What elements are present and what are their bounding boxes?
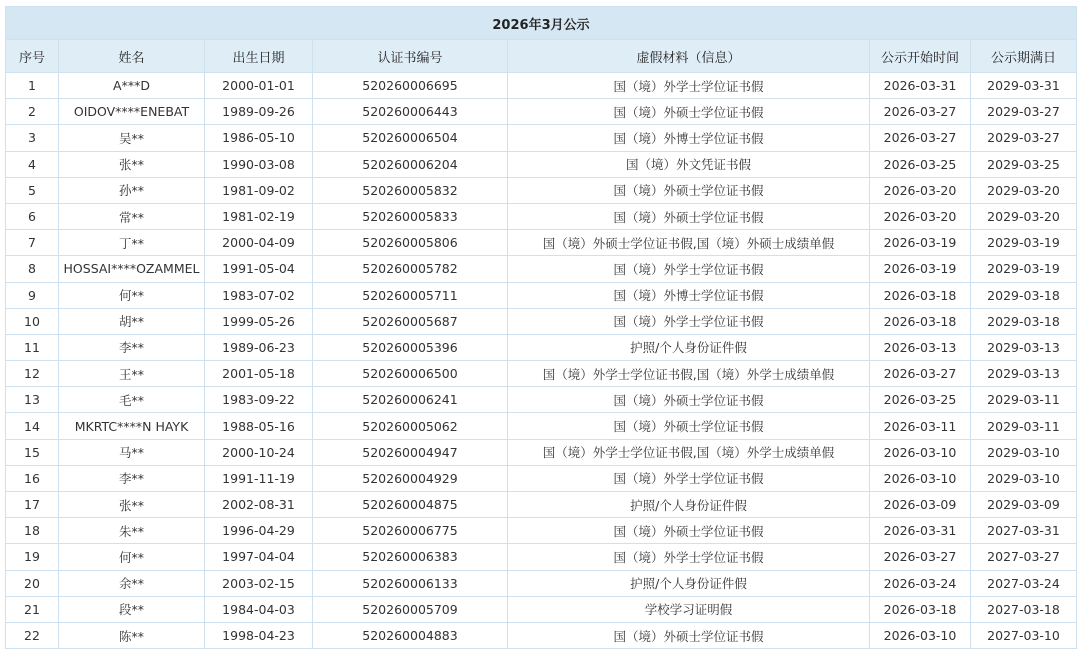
header-index: 序号	[6, 40, 59, 73]
cell-name: 常**	[59, 203, 205, 229]
cell-certificate-number: 520260006775	[313, 518, 508, 544]
cell-name: 陈**	[59, 622, 205, 648]
cell-publicity-start: 2026-03-18	[870, 282, 971, 308]
cell-publicity-end: 2029-03-11	[971, 387, 1077, 413]
cell-publicity-end: 2029-03-10	[971, 465, 1077, 491]
cell-birth-date: 1986-05-10	[205, 125, 313, 151]
cell-publicity-start: 2026-03-27	[870, 99, 971, 125]
cell-index: 12	[6, 361, 59, 387]
cell-certificate-number: 520260006204	[313, 151, 508, 177]
table-row	[6, 596, 1077, 622]
cell-publicity-end: 2029-03-13	[971, 334, 1077, 360]
table-row	[6, 230, 1077, 256]
cell-false-material: 国（境）外博士学位证书假	[508, 282, 870, 308]
cell-false-material: 国（境）外博士学位证书假	[508, 125, 870, 151]
table-row	[6, 622, 1077, 648]
cell-birth-date: 2000-04-09	[205, 230, 313, 256]
cell-name: 朱**	[59, 518, 205, 544]
cell-birth-date: 1997-04-04	[205, 544, 313, 570]
cell-publicity-start: 2026-03-10	[870, 439, 971, 465]
cell-certificate-number: 520260004947	[313, 439, 508, 465]
cell-false-material: 国（境）外学士学位证书假	[508, 544, 870, 570]
cell-index: 6	[6, 203, 59, 229]
cell-false-material: 国（境）外学士学位证书假	[508, 73, 870, 99]
cell-birth-date: 1991-11-19	[205, 465, 313, 491]
cell-publicity-start: 2026-03-27	[870, 361, 971, 387]
cell-certificate-number: 520260004929	[313, 465, 508, 491]
header-name: 姓名	[59, 40, 205, 73]
cell-false-material: 国（境）外硕士学位证书假	[508, 203, 870, 229]
cell-name: 张**	[59, 151, 205, 177]
cell-name: 孙**	[59, 177, 205, 203]
cell-certificate-number: 520260005833	[313, 203, 508, 229]
cell-publicity-start: 2026-03-19	[870, 230, 971, 256]
cell-publicity-start: 2026-03-25	[870, 387, 971, 413]
table-row	[6, 570, 1077, 596]
announcement-table	[5, 6, 1077, 649]
cell-name: HOSSAI****OZAMMEL	[59, 256, 205, 282]
cell-certificate-number: 520260004883	[313, 622, 508, 648]
cell-false-material: 国（境）外学士学位证书假,国（境）外学士成绩单假	[508, 361, 870, 387]
table-row	[6, 465, 1077, 491]
table-row	[6, 334, 1077, 360]
cell-name: 余**	[59, 570, 205, 596]
cell-certificate-number: 520260006133	[313, 570, 508, 596]
cell-publicity-end: 2029-03-10	[971, 439, 1077, 465]
table-row	[6, 387, 1077, 413]
cell-false-material: 国（境）外硕士学位证书假	[508, 518, 870, 544]
cell-name: 王**	[59, 361, 205, 387]
cell-birth-date: 1981-02-19	[205, 203, 313, 229]
cell-index: 19	[6, 544, 59, 570]
cell-name: MKRTC****N HAYK	[59, 413, 205, 439]
cell-index: 21	[6, 596, 59, 622]
cell-publicity-start: 2026-03-19	[870, 256, 971, 282]
cell-publicity-end: 2027-03-27	[971, 544, 1077, 570]
cell-birth-date: 2000-10-24	[205, 439, 313, 465]
cell-name: 毛**	[59, 387, 205, 413]
cell-publicity-start: 2026-03-09	[870, 492, 971, 518]
table-row	[6, 73, 1077, 99]
cell-publicity-end: 2027-03-10	[971, 622, 1077, 648]
table-row	[6, 203, 1077, 229]
cell-publicity-start: 2026-03-25	[870, 151, 971, 177]
table-body	[6, 73, 1077, 649]
cell-birth-date: 1999-05-26	[205, 308, 313, 334]
header-publicity-end: 公示期满日	[971, 40, 1077, 73]
cell-certificate-number: 520260005711	[313, 282, 508, 308]
cell-index: 18	[6, 518, 59, 544]
cell-false-material: 国（境）外学士学位证书假	[508, 465, 870, 491]
cell-publicity-start: 2026-03-13	[870, 334, 971, 360]
table-title: 2026年3月公示	[6, 7, 1077, 40]
cell-index: 22	[6, 622, 59, 648]
table-row	[6, 125, 1077, 151]
cell-birth-date: 1998-04-23	[205, 622, 313, 648]
cell-index: 8	[6, 256, 59, 282]
cell-name: 胡**	[59, 308, 205, 334]
cell-publicity-end: 2027-03-24	[971, 570, 1077, 596]
table-title-row	[6, 7, 1077, 40]
header-birth-date: 出生日期	[205, 40, 313, 73]
cell-certificate-number: 520260005782	[313, 256, 508, 282]
table-row	[6, 99, 1077, 125]
cell-index: 5	[6, 177, 59, 203]
header-certificate-number: 认证书编号	[313, 40, 508, 73]
cell-index: 15	[6, 439, 59, 465]
cell-publicity-start: 2026-03-18	[870, 596, 971, 622]
cell-name: 李**	[59, 334, 205, 360]
table-row	[6, 177, 1077, 203]
cell-birth-date: 1983-07-02	[205, 282, 313, 308]
table-row	[6, 439, 1077, 465]
cell-name: 丁**	[59, 230, 205, 256]
cell-name: 张**	[59, 492, 205, 518]
header-false-material: 虚假材料（信息）	[508, 40, 870, 73]
cell-certificate-number: 520260004875	[313, 492, 508, 518]
cell-publicity-end: 2029-03-19	[971, 256, 1077, 282]
cell-certificate-number: 520260005832	[313, 177, 508, 203]
cell-publicity-start: 2026-03-10	[870, 622, 971, 648]
cell-certificate-number: 520260006241	[313, 387, 508, 413]
table-row	[6, 256, 1077, 282]
cell-birth-date: 1991-05-04	[205, 256, 313, 282]
cell-publicity-end: 2029-03-20	[971, 203, 1077, 229]
cell-publicity-end: 2029-03-27	[971, 99, 1077, 125]
cell-false-material: 国（境）外硕士学位证书假	[508, 99, 870, 125]
cell-index: 3	[6, 125, 59, 151]
cell-certificate-number: 520260006500	[313, 361, 508, 387]
table-header-row	[6, 40, 1077, 73]
cell-false-material: 国（境）外学士学位证书假	[508, 308, 870, 334]
cell-birth-date: 1981-09-02	[205, 177, 313, 203]
cell-name: 李**	[59, 465, 205, 491]
cell-certificate-number: 520260005709	[313, 596, 508, 622]
cell-birth-date: 2001-05-18	[205, 361, 313, 387]
cell-index: 2	[6, 99, 59, 125]
cell-false-material: 学校学习证明假	[508, 596, 870, 622]
cell-false-material: 国（境）外文凭证书假	[508, 151, 870, 177]
cell-publicity-end: 2029-03-18	[971, 308, 1077, 334]
cell-false-material: 护照/个人身份证件假	[508, 492, 870, 518]
cell-publicity-end: 2029-03-27	[971, 125, 1077, 151]
cell-false-material: 国（境）外硕士学位证书假	[508, 413, 870, 439]
cell-certificate-number: 520260006383	[313, 544, 508, 570]
cell-certificate-number: 520260005806	[313, 230, 508, 256]
cell-index: 13	[6, 387, 59, 413]
cell-index: 10	[6, 308, 59, 334]
table-row	[6, 282, 1077, 308]
table-row	[6, 544, 1077, 570]
cell-index: 14	[6, 413, 59, 439]
cell-publicity-start: 2026-03-24	[870, 570, 971, 596]
cell-publicity-end: 2029-03-31	[971, 73, 1077, 99]
table-row	[6, 308, 1077, 334]
cell-birth-date: 1990-03-08	[205, 151, 313, 177]
cell-false-material: 国（境）外硕士学位证书假	[508, 387, 870, 413]
cell-birth-date: 1984-04-03	[205, 596, 313, 622]
cell-index: 7	[6, 230, 59, 256]
cell-publicity-start: 2026-03-10	[870, 465, 971, 491]
cell-certificate-number: 520260006504	[313, 125, 508, 151]
cell-index: 11	[6, 334, 59, 360]
cell-certificate-number: 520260005687	[313, 308, 508, 334]
cell-false-material: 护照/个人身份证件假	[508, 570, 870, 596]
cell-publicity-end: 2029-03-20	[971, 177, 1077, 203]
cell-index: 16	[6, 465, 59, 491]
cell-birth-date: 2000-01-01	[205, 73, 313, 99]
cell-birth-date: 1983-09-22	[205, 387, 313, 413]
cell-publicity-end: 2029-03-13	[971, 361, 1077, 387]
cell-birth-date: 1996-04-29	[205, 518, 313, 544]
cell-name: 马**	[59, 439, 205, 465]
cell-birth-date: 1989-09-26	[205, 99, 313, 125]
cell-publicity-end: 2029-03-09	[971, 492, 1077, 518]
cell-false-material: 国（境）外硕士学位证书假,国（境）外硕士成绩单假	[508, 230, 870, 256]
cell-publicity-start: 2026-03-27	[870, 125, 971, 151]
header-publicity-start: 公示开始时间	[870, 40, 971, 73]
cell-index: 17	[6, 492, 59, 518]
cell-birth-date: 1988-05-16	[205, 413, 313, 439]
cell-index: 4	[6, 151, 59, 177]
cell-certificate-number: 520260005396	[313, 334, 508, 360]
cell-publicity-start: 2026-03-20	[870, 177, 971, 203]
table-row	[6, 151, 1077, 177]
cell-index: 9	[6, 282, 59, 308]
cell-name: A***D	[59, 73, 205, 99]
cell-publicity-end: 2029-03-19	[971, 230, 1077, 256]
cell-index: 1	[6, 73, 59, 99]
cell-publicity-end: 2027-03-31	[971, 518, 1077, 544]
cell-false-material: 国（境）外硕士学位证书假	[508, 177, 870, 203]
cell-false-material: 护照/个人身份证件假	[508, 334, 870, 360]
cell-publicity-start: 2026-03-11	[870, 413, 971, 439]
cell-birth-date: 2003-02-15	[205, 570, 313, 596]
cell-false-material: 国（境）外学士学位证书假	[508, 256, 870, 282]
cell-publicity-start: 2026-03-18	[870, 308, 971, 334]
table-row	[6, 518, 1077, 544]
cell-publicity-start: 2026-03-27	[870, 544, 971, 570]
announcement-table-container	[5, 6, 1076, 649]
cell-name: 何**	[59, 544, 205, 570]
cell-publicity-start: 2026-03-31	[870, 73, 971, 99]
table-row	[6, 492, 1077, 518]
cell-certificate-number: 520260005062	[313, 413, 508, 439]
cell-birth-date: 2002-08-31	[205, 492, 313, 518]
cell-name: 段**	[59, 596, 205, 622]
cell-name: 吴**	[59, 125, 205, 151]
cell-publicity-end: 2027-03-18	[971, 596, 1077, 622]
cell-publicity-end: 2029-03-25	[971, 151, 1077, 177]
cell-false-material: 国（境）外学士学位证书假,国（境）外学士成绩单假	[508, 439, 870, 465]
cell-publicity-end: 2029-03-18	[971, 282, 1077, 308]
cell-false-material: 国（境）外硕士学位证书假	[508, 622, 870, 648]
cell-birth-date: 1989-06-23	[205, 334, 313, 360]
cell-name: 何**	[59, 282, 205, 308]
cell-name: OIDOV****ENEBAT	[59, 99, 205, 125]
cell-certificate-number: 520260006443	[313, 99, 508, 125]
cell-index: 20	[6, 570, 59, 596]
table-row	[6, 361, 1077, 387]
table-row	[6, 413, 1077, 439]
cell-publicity-start: 2026-03-20	[870, 203, 971, 229]
cell-certificate-number: 520260006695	[313, 73, 508, 99]
cell-publicity-start: 2026-03-31	[870, 518, 971, 544]
cell-publicity-end: 2029-03-11	[971, 413, 1077, 439]
